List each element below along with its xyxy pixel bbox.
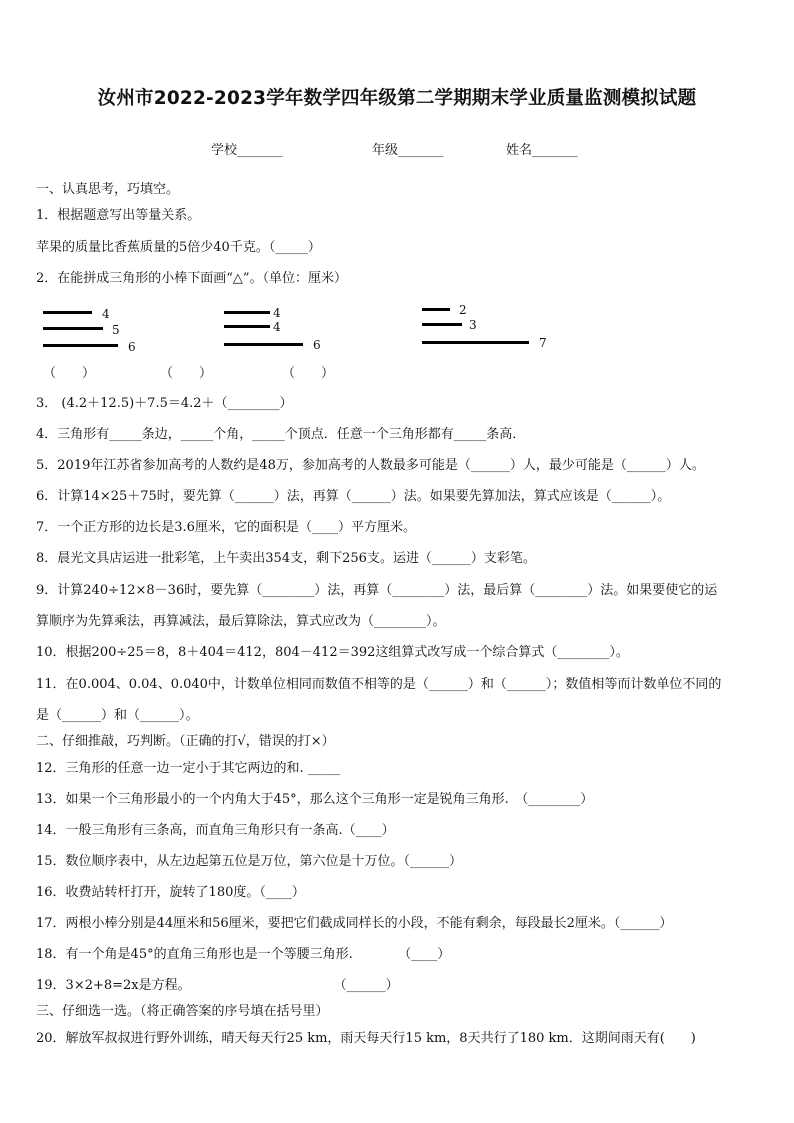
question-2: 2．在能拼成三角形的小棒下面画“△”。（单位：厘米）	[36, 271, 348, 286]
question-10: 10．根据200÷25＝8，8＋404＝412，804－412＝392这组算式改写成一个综合算式（________）。	[36, 645, 629, 660]
question-11: 11．在0.004、0.04、0.040中，计数单位相同而数值不相等的是（______）和（______）；数值相等而计数单位不同的	[36, 677, 722, 692]
stick-7cm	[422, 341, 529, 344]
question-12: 12．三角形的任意一边一定小于其它两边的和. _____	[36, 761, 341, 776]
question-9-continued: 算顺序为先算乘法，再算减法，最后算除法，算式应改为（________）。	[36, 614, 446, 629]
question-18: 18．有一个角是45°的直角三角形也是一个等腰三角形. （____）	[36, 947, 451, 962]
stick-label: 5	[112, 323, 120, 337]
stick-label: 6	[313, 338, 321, 352]
question-14: 14．一般三角形有三条高，而直角三角形只有一条高.（____）	[36, 823, 395, 838]
page-title: 汝州市2022-2023学年数学四年级第二学期期末学业质量监测模拟试题	[97, 88, 697, 109]
question-17: 17．两根小棒分别是44厘米和56厘米，要把它们截成同样长的小段，不能有剩余，每段最长2厘米。（______）	[36, 916, 673, 931]
question-9: 9．计算240÷12×8－36时，要先算（________）法，再算（________）法，最后算（________）法。如果要使它的运	[36, 583, 718, 598]
answer-blank-1: （ ）	[43, 366, 96, 381]
question-4: 4．三角形有_____条边，_____个角，_____个顶点．任意一个三角形都有_____条高．	[36, 427, 526, 442]
question-13: 13．如果一个三角形最小的一个内角大于45°，那么这个三角形一定是锐角三角形. （________）	[36, 792, 594, 807]
stick-6cm	[224, 343, 303, 346]
section-1-heading: 一、认真思考，巧填空。	[36, 182, 180, 197]
stick-label: 6	[128, 340, 136, 354]
stick-2cm	[422, 308, 450, 311]
question-1-sub: 苹果的质量比香蕉质量的5倍少40千克。（_____）	[36, 240, 321, 255]
answer-blank-3: （ ）	[282, 366, 335, 381]
stick-4cm	[43, 311, 92, 314]
stick-4cm	[224, 311, 270, 314]
stick-label: 7	[539, 336, 547, 350]
section-3-heading: 三、仔细选一选。（将正确答案的序号填在括号里）	[36, 1004, 329, 1019]
stick-5cm	[43, 327, 103, 330]
stick-4cm	[224, 325, 270, 328]
question-11-continued: 是（______）和（______）。	[36, 708, 199, 723]
question-3: 3． (4.2＋12.5)＋7.5＝4.2＋（________）	[36, 396, 293, 411]
stick-label: 2	[459, 303, 467, 317]
question-16: 16．收费站转杆打开，旋转了180度。（____）	[36, 885, 305, 900]
question-19: 19．3×2+8=2x是方程。 （______）	[36, 978, 399, 993]
stick-label: 4	[273, 306, 281, 320]
question-8: 8．晨光文具店运进一批彩笔，上午卖出354支，剩下256支。运进（______）支彩笔。	[36, 551, 536, 566]
question-6: 6．计算14×25＋75时，要先算（______）法，再算（______）法。如果要先算加法，算式应该是（______）。	[36, 489, 671, 504]
stick-label: 3	[469, 318, 477, 332]
stick-6cm	[43, 344, 118, 347]
school-field: 学校_______	[211, 143, 283, 158]
question-15: 15．数位顺序表中，从左边起第五位是万位，第六位是十万位。（______）	[36, 854, 463, 869]
stick-label: 4	[102, 307, 110, 321]
question-5: 5．2019年江苏省参加高考的人数约是48万，参加高考的人数最多可能是（______）人，最少可能是（______）人。	[36, 458, 705, 473]
name-field: 姓名_______	[506, 143, 578, 158]
grade-field: 年级_______	[372, 143, 444, 158]
stick-label: 4	[273, 320, 281, 334]
answer-blank-2: （ ）	[160, 366, 213, 381]
question-7: 7．一个正方形的边长是3.6厘米，它的面积是（____）平方厘米。	[36, 520, 416, 535]
question-20: 20．解放军叔叔进行野外训练，晴天每天行25 km，雨天每天行15 km，8天共行了180 km．这期间雨天有( )	[36, 1031, 696, 1046]
section-2-heading: 二、仔细推敲，巧判断。（正确的打√，错误的打×）	[36, 734, 335, 749]
stick-3cm	[422, 323, 462, 326]
question-1: 1．根据题意写出等量关系。	[36, 208, 201, 223]
